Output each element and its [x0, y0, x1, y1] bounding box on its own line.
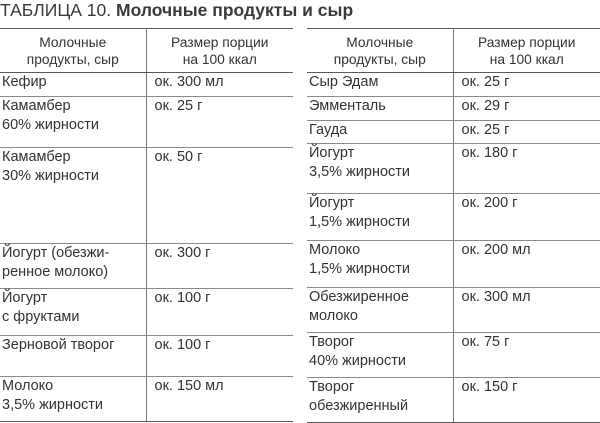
product-name-cell — [0, 73, 146, 97]
product-name-cell — [307, 288, 453, 333]
product-name-line: Обезжиренное — [309, 289, 409, 305]
product-name-cell — [0, 336, 146, 377]
product-name-cell — [307, 73, 453, 97]
dairy-table-right — [307, 28, 600, 423]
portion-size-cell: ок. 200 мл — [453, 241, 600, 288]
header-product: Молочные продукты, сыр — [307, 29, 453, 73]
product-name-line: 3,5% жирности — [309, 164, 411, 180]
dairy-table-left — [0, 28, 293, 422]
table-row — [307, 97, 600, 121]
header-product: Молочные продукты, сыр — [0, 29, 146, 73]
product-name-cell — [0, 97, 146, 148]
header-portion: Размер порции на 100 ккал — [146, 29, 293, 73]
portion-size-cell: ок. 75 г — [453, 333, 600, 378]
portion-size-cell: ок. 29 г — [453, 97, 600, 121]
table-row — [307, 73, 600, 97]
portion-size-cell: ок. 150 мл — [146, 377, 293, 422]
product-name-line: Йогурт — [2, 290, 48, 306]
product-name-cell — [307, 144, 453, 194]
table-row — [307, 333, 600, 378]
product-name-line: Йогурт — [309, 145, 355, 161]
product-name-line: Йогурт — [309, 195, 355, 211]
portion-size-cell: ок. 25 г — [146, 97, 293, 148]
product-name-line: Творог — [309, 334, 355, 350]
table-caption: Молочные продукты и сыр — [116, 0, 354, 20]
product-name-cell — [307, 333, 453, 378]
portion-size-cell: ок. 25 г — [453, 73, 600, 97]
product-name-cell — [0, 148, 146, 244]
portion-size-cell: ок. 50 г — [146, 148, 293, 244]
table-row — [0, 73, 293, 97]
product-name-line: Камамбер — [2, 149, 71, 165]
portion-size-cell: ок. 100 г — [146, 289, 293, 336]
table-row — [0, 148, 293, 244]
product-name-line: Эмменталь — [309, 98, 386, 114]
product-name-cell — [307, 97, 453, 121]
table-row — [0, 289, 293, 336]
table-row — [307, 144, 600, 194]
product-name-line: Зерновой творог — [2, 337, 115, 353]
table-row — [307, 121, 600, 144]
product-name-line: Гауда — [309, 122, 348, 138]
table-row — [307, 241, 600, 288]
table-row — [307, 378, 600, 423]
product-name-line: молоко — [309, 308, 358, 324]
product-name-line: 3,5% жирности — [2, 397, 104, 413]
product-name-line: Творог — [309, 379, 355, 395]
product-name-line: 1,5% жирности — [309, 261, 411, 277]
portion-size-cell: ок. 25 г — [453, 121, 600, 144]
portion-size-cell: ок. 150 г — [453, 378, 600, 423]
product-name-line: 30% жирности — [2, 168, 99, 184]
table-row — [0, 97, 293, 148]
table-row — [307, 288, 600, 333]
portion-size-cell: ок. 180 г — [453, 144, 600, 194]
product-name-line: 40% жирности — [309, 353, 406, 369]
table-body-left — [0, 73, 293, 422]
table-row — [0, 336, 293, 377]
product-name-cell — [307, 378, 453, 423]
product-name-line: обезжиренный — [309, 398, 409, 414]
product-name-line: 60% жирности — [2, 117, 99, 133]
product-name-line: 1,5% жирности — [309, 214, 411, 230]
product-name-line: Кефир — [2, 74, 47, 90]
product-name-line: Йогурт (обезжи- — [2, 245, 110, 261]
portion-size-cell: ок. 300 г — [146, 244, 293, 289]
portion-size-cell: ок. 200 г — [453, 194, 600, 241]
table-body-right — [307, 73, 600, 423]
product-name-line: Камамбер — [2, 98, 71, 114]
table-header-row — [307, 29, 600, 73]
product-name-cell — [307, 121, 453, 144]
product-name-cell — [0, 244, 146, 289]
portion-size-cell: ок. 300 мл — [453, 288, 600, 333]
portion-size-cell: ок. 300 мл — [146, 73, 293, 97]
product-name-line: ренное молоко) — [2, 264, 109, 280]
product-name-cell — [307, 241, 453, 288]
table-row — [307, 194, 600, 241]
product-name-line: с фруктами — [2, 309, 80, 325]
product-name-cell — [307, 194, 453, 241]
product-name-line: Сыр Эдам — [309, 74, 379, 90]
product-name-cell — [0, 377, 146, 422]
table-header-row — [0, 29, 293, 73]
table-row — [0, 377, 293, 422]
table-row — [0, 244, 293, 289]
table-number: ТАБЛИЦА 10. — [0, 0, 112, 20]
product-name-line: Молоко — [309, 242, 361, 258]
table-title — [0, 0, 353, 24]
product-name-line: Молоко — [2, 378, 54, 394]
portion-size-cell: ок. 100 г — [146, 336, 293, 377]
header-portion: Размер порции на 100 ккал — [453, 29, 600, 73]
product-name-cell — [0, 289, 146, 336]
